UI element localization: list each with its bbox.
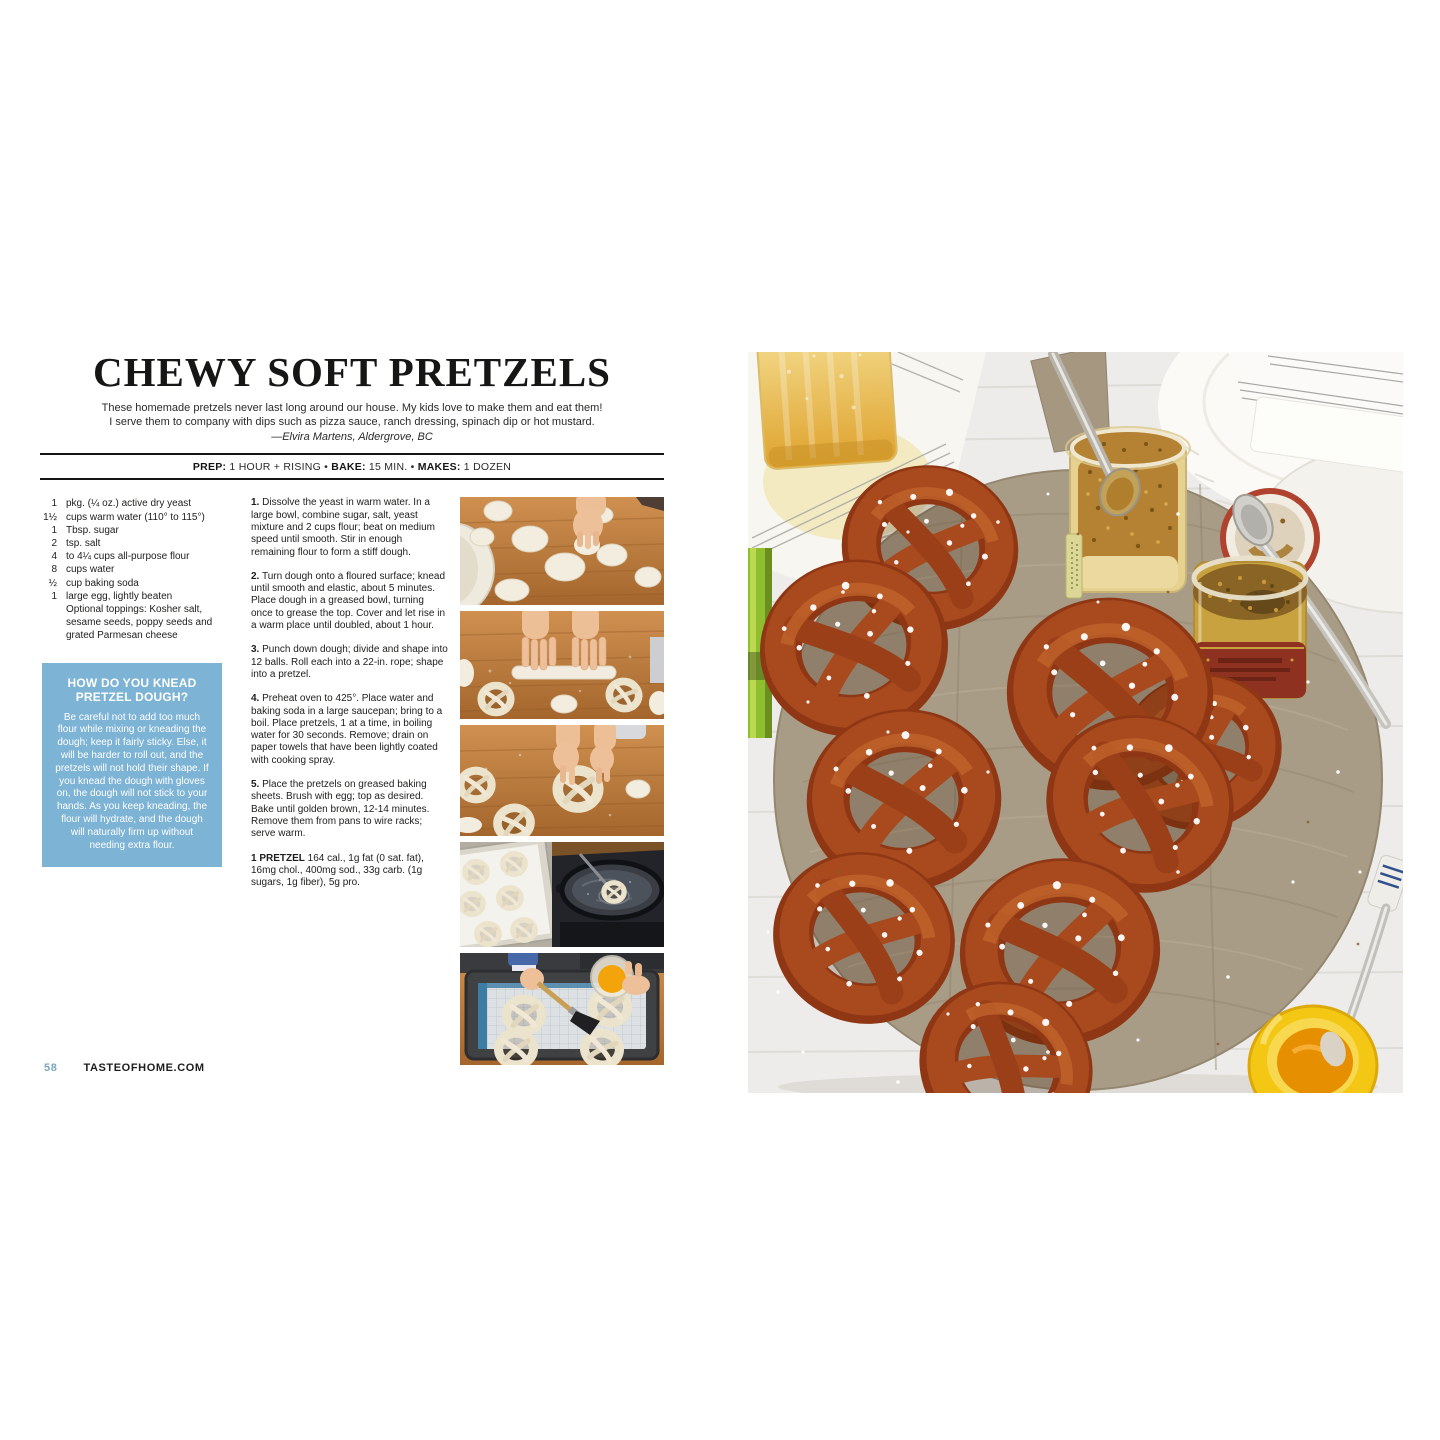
recipe-description-line: I serve them to company with dips such as pizza sauce, ranch dressing, spinach dip or hot mustard. (109, 415, 595, 428)
step-photo-egg-wash (460, 953, 664, 1065)
pretzel-platter-photo (748, 352, 1403, 1093)
step-photo-dough-balls (460, 497, 664, 605)
direction-step (251, 693, 448, 767)
ingredient-text: tsp. salt (66, 538, 101, 549)
prep-value: 1 HOUR + RISING (226, 461, 325, 474)
ingredient-text: cups warm water (110° to 115°) (66, 511, 205, 523)
ingredient-qty: 8 (51, 564, 57, 576)
page-title: CHEWY SOFT PRETZELS (93, 349, 611, 395)
separator: • (410, 461, 418, 474)
site-name: TASTEOFHOME.COM (83, 1062, 205, 1074)
ingredient-qty: ½ (48, 577, 57, 589)
step-text: Turn dough onto a floured surface; knead until smooth and elastic, about 5 minutes. Place dough in a greased bowl, turning once to grease the top. Cover and let rise in a warm place until doubled, about 1 hour. (251, 570, 446, 632)
ingredient-text: large egg, lightly beaten (66, 590, 173, 602)
ingredient-qty: 1 (51, 524, 57, 536)
step-number: 5. (251, 779, 260, 791)
direction-step (251, 779, 448, 840)
ingredient-row (40, 537, 236, 550)
step-photo-rolling-rope (460, 611, 664, 719)
ingredient-text: cup baking soda (66, 577, 139, 589)
directions-column (251, 497, 448, 889)
ingredient-qty: 4 (51, 551, 57, 563)
recipe-page (40, 349, 664, 1074)
beer-glass (756, 352, 897, 470)
step-number: 4. (251, 693, 260, 705)
step-number: 2. (251, 570, 260, 582)
makes-label: MAKES: (417, 461, 461, 474)
ingredient-row (40, 524, 236, 537)
direction-step (251, 497, 448, 558)
direction-step (251, 571, 448, 632)
page-number: 58 (44, 1062, 58, 1074)
ingredient-row (40, 497, 236, 510)
recipe-description-line: These homemade pretzels never last long around our house. My kids love to make them and eat them! (101, 402, 603, 414)
step-text: Punch down dough; divide and shape into 12 balls. Roll each into a 22-in. rope; shape into a pretzel. (251, 644, 448, 680)
ingredient-row (40, 511, 236, 524)
step-text: Place the pretzels on greased baking sheets. Brush with egg; top as desired. Bake until golden brown, 12-14 minutes. Remove them from pans to wire racks; serve warm. (251, 779, 430, 840)
step-photo-shaping-pretzel (460, 725, 664, 836)
tip-box-title: HOW DO YOU KNEAD PRETZEL DOUGH? (67, 675, 197, 705)
nutrition-facts (251, 853, 448, 890)
ingredient-text: to 4¼ cups all-purpose flour (66, 551, 190, 563)
ingredient-qty: 1 (51, 498, 57, 510)
ingredient-row (40, 590, 236, 603)
bake-label: BAKE: (331, 461, 366, 474)
ingredient-qty: 1 (51, 590, 57, 602)
ingredient-text: Tbsp. sugar (66, 524, 119, 536)
kneading-tip-box (42, 663, 222, 868)
page-footer (44, 1062, 205, 1074)
step-text: Dissolve the yeast in warm water. In a large bowl, combine sugar, salt, yeast mixture and 2 cups flour; beat on medium speed until smooth. Stir in enough remaining flour to form a stiff dough. (251, 497, 435, 558)
step-photos-column (460, 497, 664, 1071)
recipe-attribution: —Elvira Martens, Aldergrove, BC (271, 430, 433, 443)
step-photo-boiling-pretzels (460, 842, 664, 947)
nutrition-label: 1 PRETZEL (251, 852, 305, 864)
ingredients-column (40, 497, 236, 867)
ingredient-row (40, 603, 236, 643)
ingredient-qty (40, 603, 57, 643)
bake-value: 15 MIN. (365, 461, 411, 474)
nutrition-text: 164 cal., 1g fat (0 sat. fat), 16mg chol., 400mg sod., 33g carb. (1g sugars, 1g fiber), 5g pro. (251, 852, 424, 889)
ingredient-text: cups water (66, 564, 115, 576)
separator: • (324, 461, 332, 474)
prep-label: PREP: (192, 461, 227, 474)
ingredient-text: Optional toppings: Kosher salt, sesame seeds, poppy seeds and grated Parmesan cheese (66, 604, 213, 642)
ingredient-row (40, 563, 236, 576)
direction-step (251, 644, 448, 681)
tip-box-body: Be careful not to add too much flour while mixing or kneading the dough; keep it fairly sticky. Else, it will be harder to roll out, and the pretzels will not hold their shape. If you knead the dough with gloves on, the dough will not stick to your hands. As you keep kneading, the flour will hydrate, and the dough will naturally firm up without needing extra flour. (55, 711, 209, 851)
ingredient-row (40, 577, 236, 590)
step-number: 3. (251, 644, 260, 656)
ingredient-qty: 1½ (43, 511, 57, 523)
ingredient-qty: 2 (51, 538, 57, 549)
recipe-meta-bar (40, 453, 664, 480)
ingredient-row (40, 550, 236, 563)
step-text: Preheat oven to 425°. Place water and baking soda in a large saucepan; bring to a boil. Place pretzels, 1 at a time, in boiling water for 30 seconds. Remove; drain on paper towels that have been lightly coated with cooking spray. (251, 693, 443, 766)
makes-value: 1 DOZEN (460, 461, 512, 474)
ingredient-text: pkg. (¼ oz.) active dry yeast (66, 498, 192, 510)
step-number: 1. (251, 497, 260, 509)
